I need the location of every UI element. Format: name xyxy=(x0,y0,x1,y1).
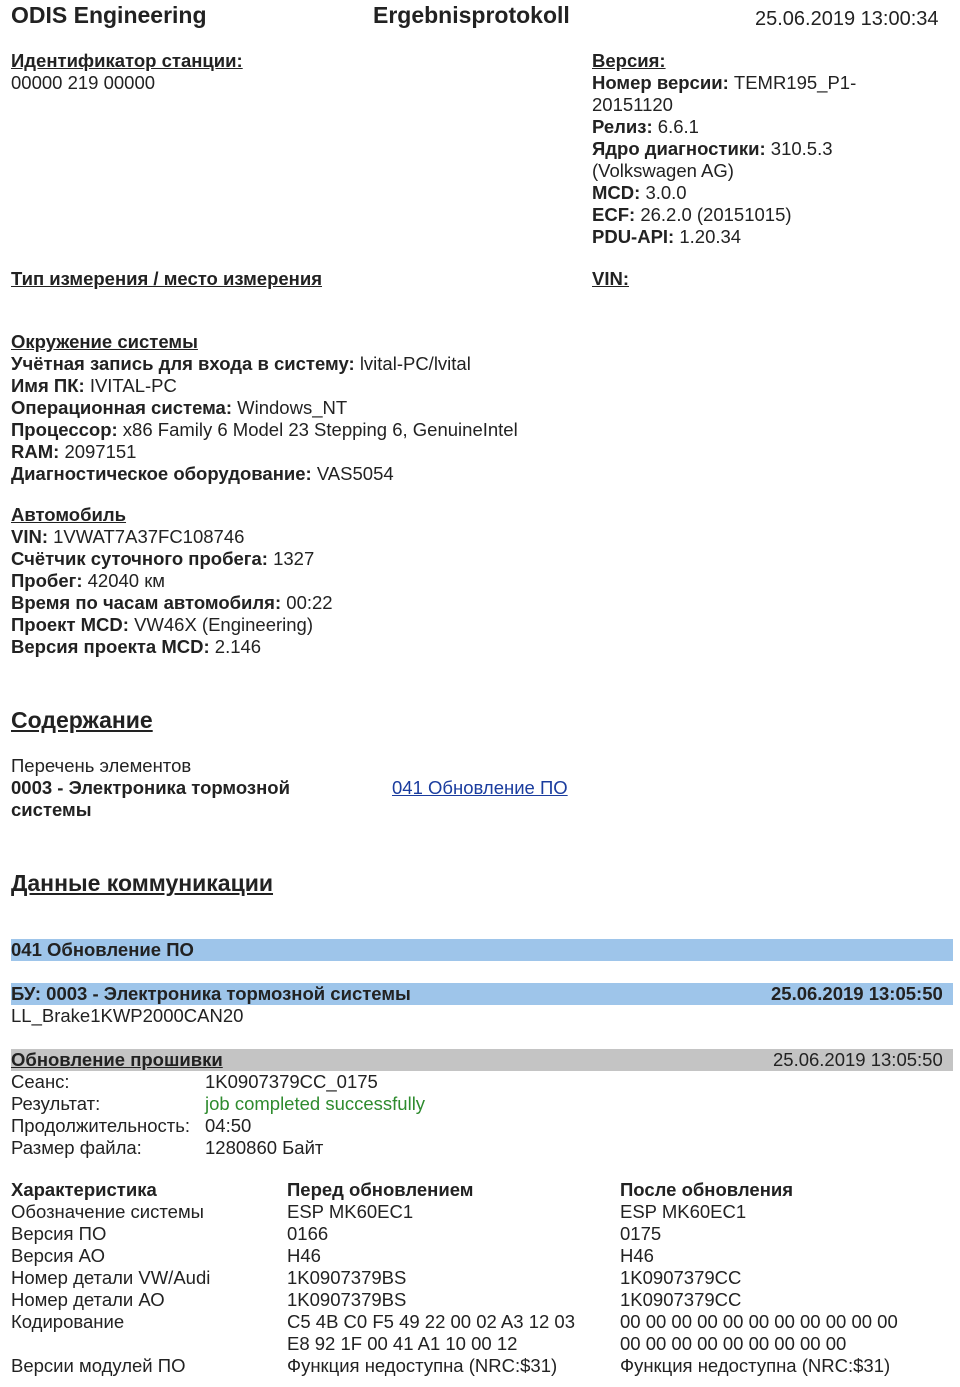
version-number-value-cont: 20151120 xyxy=(592,94,673,115)
pdu-value: 1.20.34 xyxy=(679,226,742,247)
table-cell: H46 xyxy=(287,1245,321,1266)
table-cell: 00 00 00 00 00 00 00 00 00 00 00 xyxy=(620,1311,898,1332)
table-cell: E8 92 1F 00 41 A1 10 00 12 xyxy=(287,1333,518,1354)
contents-item-title-cont: системы xyxy=(11,799,92,820)
table-header: Характеристика xyxy=(11,1179,157,1200)
table-cell: 1K0907379CC xyxy=(620,1267,742,1288)
table-cell: Версии модулей ПО xyxy=(11,1355,186,1376)
measure-label: Тип измерения / место измерения xyxy=(11,268,323,289)
table-cell: ESP MK60EC1 xyxy=(620,1201,747,1222)
table-cell: ESP MK60EC1 xyxy=(287,1201,414,1222)
mcd-value: 3.0.0 xyxy=(645,182,687,203)
vehicle-value: 1327 xyxy=(273,548,315,569)
table-cell: Версия ПО xyxy=(11,1223,107,1244)
session-value: 1K0907379CC_0175 xyxy=(205,1071,378,1092)
ecf-value: 26.2.0 (20151015) xyxy=(640,204,792,225)
section-bar-label: 041 Обновление ПО xyxy=(11,939,194,960)
env-value: x86 Family 6 Model 23 Stepping 6, GenuineIntel xyxy=(122,419,518,440)
table-col-before xyxy=(287,1179,575,1377)
vehicle-block xyxy=(11,504,333,658)
table-cell: Кодирование xyxy=(11,1311,125,1332)
env-value: IVITAL-PC xyxy=(89,375,177,396)
vehicle-label: Время по часам автомобиля: xyxy=(11,592,282,613)
table-cell: Функция недоступна (NRC:$31) xyxy=(287,1355,558,1376)
contents-item-link[interactable]: 041 Обновление ПО xyxy=(392,777,568,798)
vehicle-label: Проект MCD: xyxy=(11,614,129,635)
mcd-label: MCD: xyxy=(592,182,641,203)
contents-item-title: 0003 - Электроника тормозной xyxy=(11,777,290,798)
table-cell: Функция недоступна (NRC:$31) xyxy=(620,1355,891,1376)
env-label: Диагностическое оборудование: xyxy=(11,463,312,484)
env-label: RAM: xyxy=(11,441,60,462)
table-cell: Номер детали VW/Audi xyxy=(11,1267,211,1288)
vehicle-value: 42040 км xyxy=(87,570,166,591)
table-header: После обновления xyxy=(620,1179,794,1200)
report-title: Ergebnisprotokoll xyxy=(373,2,570,28)
release-value: 6.6.1 xyxy=(657,116,699,137)
vehicle-label: VIN: xyxy=(11,526,48,547)
env-value: Windows_NT xyxy=(237,397,348,418)
contents-list-label: Перечень элементов xyxy=(11,755,192,776)
version-heading: Версия: xyxy=(592,50,666,71)
env-value: 2097151 xyxy=(64,441,137,462)
kernel-value: 310.5.3 xyxy=(770,138,833,159)
filesize-value: 1280860 Байт xyxy=(205,1137,324,1158)
kernel-label: Ядро диагностики: xyxy=(592,138,766,159)
version-block xyxy=(592,50,856,248)
vehicle-value: VW46X (Engineering) xyxy=(134,614,313,635)
table-cell: 0166 xyxy=(287,1223,329,1244)
table-cell: 00 00 00 00 00 00 00 00 00 xyxy=(620,1333,847,1354)
comm-heading: Данные коммуникации xyxy=(11,870,274,896)
table-cell: Номер детали АО xyxy=(11,1289,165,1310)
duration-value: 04:50 xyxy=(205,1115,252,1136)
table-cell xyxy=(11,1333,210,1355)
ecf-label: ECF: xyxy=(592,204,636,225)
table-cell: 0175 xyxy=(620,1223,662,1244)
firmware-datetime: 25.06.2019 13:05:50 xyxy=(773,1049,943,1070)
result-value: job completed successfully xyxy=(205,1093,426,1114)
table-cell: Версия АО xyxy=(11,1245,105,1266)
table-col-characteristic xyxy=(11,1179,210,1377)
env-label: Имя ПК: xyxy=(11,375,85,396)
env-value: VAS5054 xyxy=(316,463,394,484)
vehicle-label: Счётчик суточного пробега: xyxy=(11,548,268,569)
station-label: Идентификатор станции: xyxy=(11,50,243,71)
duration-label: Продолжительность: xyxy=(11,1115,191,1136)
ecu-bar-label: БУ: 0003 - Электроника тормозной системы xyxy=(11,983,411,1004)
env-value: lvital-PC/lvital xyxy=(359,353,471,374)
vin-top-label: VIN: xyxy=(592,268,629,289)
ecu-datetime: 25.06.2019 13:05:50 xyxy=(771,983,943,1004)
table-cell: C5 4B C0 F5 49 22 00 02 A3 12 03 xyxy=(287,1311,575,1332)
env-label: Процессор: xyxy=(11,419,118,440)
vehicle-label: Пробег: xyxy=(11,570,83,591)
result-label: Результат: xyxy=(11,1093,101,1114)
env-label: Операционная система: xyxy=(11,397,233,418)
table-cell: H46 xyxy=(620,1245,654,1266)
version-number-value: TEMR195_P1- xyxy=(733,72,857,93)
table-cell: 1K0907379CC xyxy=(620,1289,742,1310)
kernel-value-cont: (Volkswagen AG) xyxy=(592,160,734,181)
table-col-after xyxy=(620,1179,898,1377)
vehicle-value: 00:22 xyxy=(286,592,333,613)
vehicle-value: 2.146 xyxy=(214,636,262,657)
ecu-name: LL_Brake1KWP2000CAN20 xyxy=(11,1005,244,1026)
table-header: Перед обновлением xyxy=(287,1179,474,1200)
vehicle-heading: Автомобиль xyxy=(11,504,127,525)
table-cell: Обозначение системы xyxy=(11,1201,204,1222)
app-name: ODIS Engineering xyxy=(11,2,207,28)
table-cell: 1K0907379BS xyxy=(287,1289,407,1310)
station-value: 00000 219 00000 xyxy=(11,72,156,93)
filesize-label: Размер файла: xyxy=(11,1137,142,1158)
environment-heading: Окружение системы xyxy=(11,331,198,352)
vehicle-value: 1VWAT7A37FC108746 xyxy=(53,526,245,547)
vehicle-label: Версия проекта MCD: xyxy=(11,636,210,657)
contents-heading: Содержание xyxy=(11,707,153,733)
version-number-label: Номер версии: xyxy=(592,72,729,93)
env-label: Учётная запись для входа в систему: xyxy=(11,353,355,374)
session-label: Сеанс: xyxy=(11,1071,70,1092)
firmware-bar-label: Обновление прошивки xyxy=(11,1049,223,1070)
pdu-label: PDU-API: xyxy=(592,226,675,247)
environment-block xyxy=(11,331,518,485)
table-cell: 1K0907379BS xyxy=(287,1267,407,1288)
release-label: Релиз: xyxy=(592,116,653,137)
report-datetime: 25.06.2019 13:00:34 xyxy=(755,8,939,30)
